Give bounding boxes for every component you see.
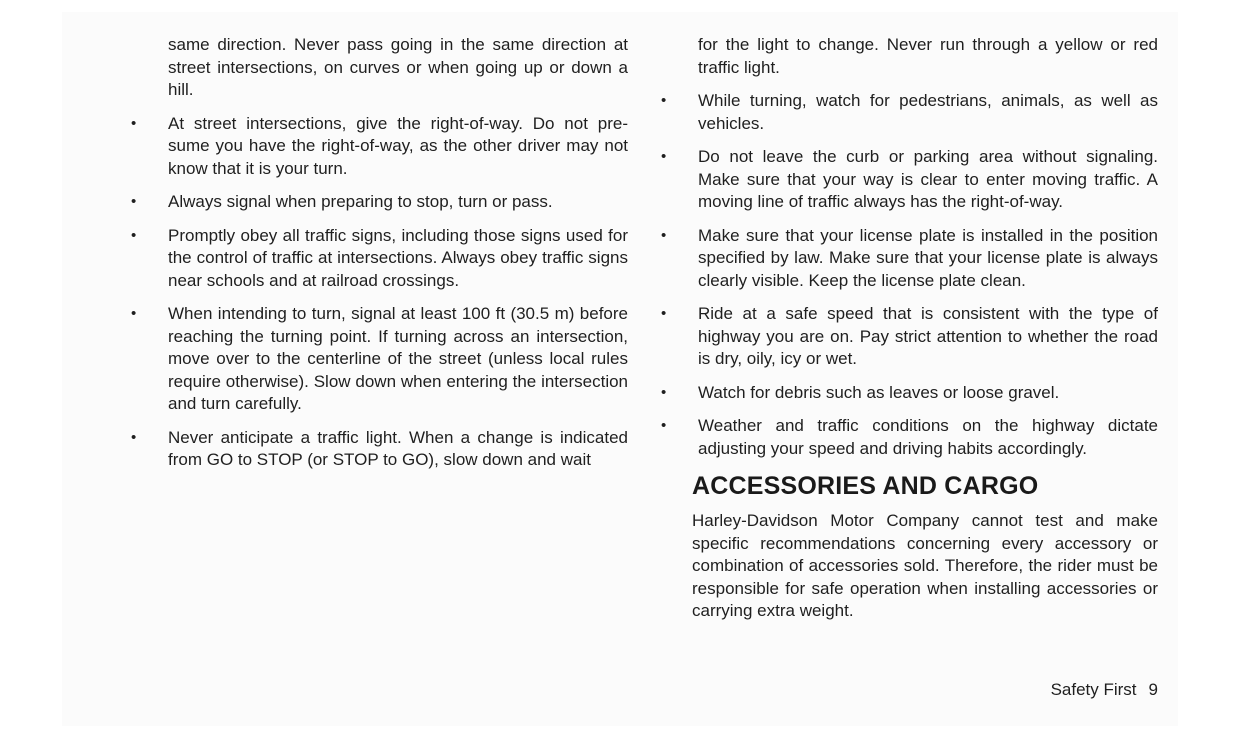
list-item-text: Watch for debris such as leaves or loose gravel. [698, 382, 1060, 402]
list-item-text: Make sure that your license plate is installed in the position specified by law. Make sure that your license plate is always clearly visible. Keep the license plate clean. [698, 225, 1158, 290]
bullet-icon: • [131, 226, 137, 244]
list-item-text: Weather and traffic conditions on the highway dictate adjusting your speed and driving habits accordingly. [698, 416, 1158, 458]
list-item-text: At street intersections, give the right-of-way. Do not pre-sume you have the right-of-way, as the other driver may not know that it is your turn. [168, 113, 628, 178]
bullet-icon: • [661, 383, 667, 401]
continued-paragraph: for the light to change. Never run through a yellow or red traffic light. [698, 35, 1158, 77]
list-item [661, 303, 1158, 371]
bullet-icon: • [661, 92, 667, 109]
left-column [131, 34, 628, 483]
footer-section-name: Safety First [1050, 680, 1137, 699]
bullet-icon: • [661, 305, 667, 322]
list-item [131, 427, 628, 472]
list-item [661, 382, 1158, 405]
list-item-text: Never anticipate a traffic light. When a change is indicated from GO to STOP (or STOP to GO), slow down and wait [168, 427, 628, 469]
list-item [661, 415, 1158, 460]
list-item-text: Always signal when preparing to stop, turn or pass. [168, 192, 553, 211]
bullet-icon: • [131, 114, 137, 132]
right-column [661, 34, 1158, 623]
list-item [661, 146, 1158, 214]
bullet-icon: • [131, 428, 137, 446]
list-item [661, 90, 1158, 135]
continued-paragraph: same direction. Never pass going in the same direction at street intersections, on curves or when going up or down a hill. [168, 35, 628, 99]
bullet-icon: • [661, 417, 667, 434]
list-item [131, 191, 628, 214]
bullet-icon: • [661, 148, 667, 165]
list-item-text: While turning, watch for pedestrians, animals, as well as vehicles. [698, 91, 1158, 133]
bullet-icon: • [131, 305, 137, 322]
list-item-text: When intending to turn, signal at least 100 ft (30.5 m) before reaching the turning point. If turning across an intersection, move over to the centerline of the street (unless local rules require otherwise). Slow down when entering the intersection and turn carefully. [168, 304, 628, 413]
list-item [131, 303, 628, 416]
page-footer [1051, 680, 1158, 700]
bullet-icon: • [661, 226, 667, 244]
list-item-text: Ride at a safe speed that is consistent with the type of highway you are on. Pay strict attention to whether the road is dry, oily, icy or wet. [698, 304, 1158, 368]
page-number: 9 [1148, 680, 1158, 699]
section-body: Harley-Davidson Motor Company cannot test and make specific recommendations concerning every accessory or combination of accessories sold. Therefore, the rider must be responsible for safe operation when installing accessories or carrying extra weight. [692, 511, 1158, 620]
list-item-text: Promptly obey all traffic signs, including those signs used for the control of traffic at intersections. Always obey traffic signs near schools and at railroad crossings. [168, 225, 628, 290]
right-bullet-list [661, 90, 1158, 460]
section-heading: ACCESSORIES AND CARGO [692, 472, 1039, 500]
list-item-text: Do not leave the curb or parking area without signaling. Make sure that your way is clear to enter moving traffic. A moving line of traffic always has the right-of-way. [698, 147, 1158, 211]
manual-page [62, 12, 1178, 726]
list-item [131, 225, 628, 293]
bullet-icon: • [131, 193, 137, 210]
list-item [661, 225, 1158, 293]
left-bullet-list [131, 113, 628, 472]
list-item [131, 113, 628, 181]
